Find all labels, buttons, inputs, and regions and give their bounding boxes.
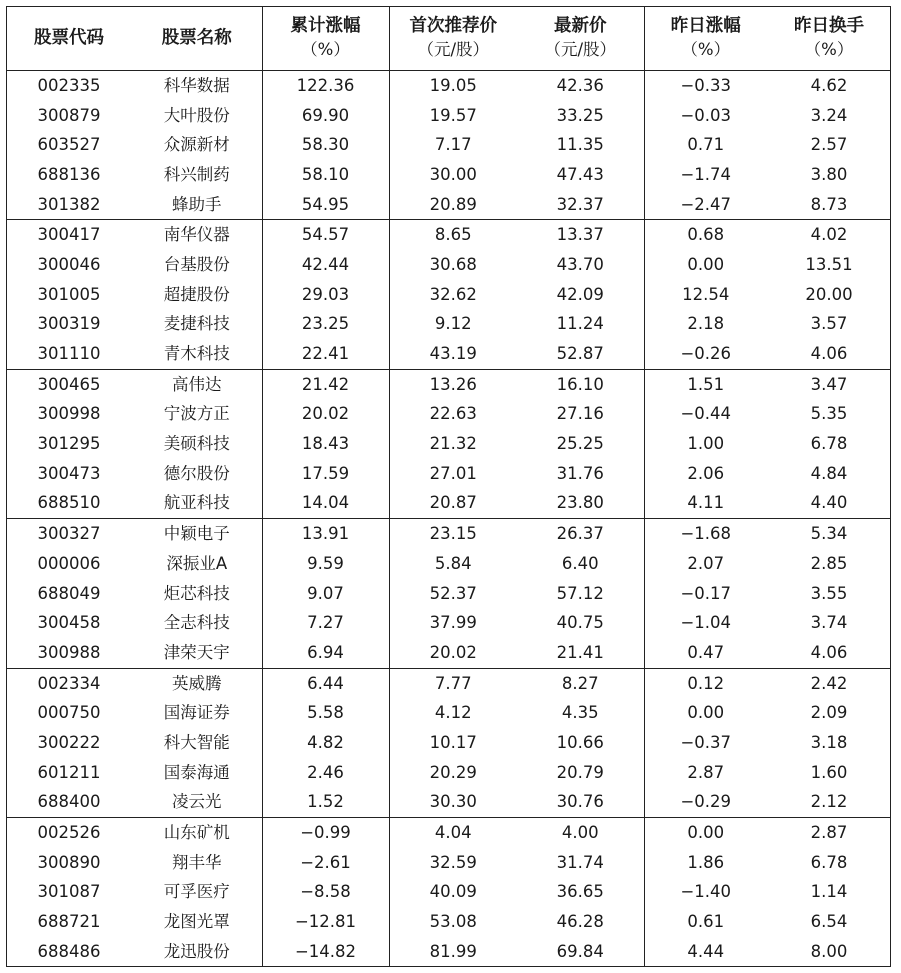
cell-stock-name: 宁波方正: [163, 404, 230, 424]
cell-stock-name: 津荣天宇: [132, 638, 262, 668]
cell-stock-code: 300988: [6, 638, 132, 668]
cell-cumulative-gain: 7.27: [262, 608, 389, 638]
cell-yesterday-turnover: 3.47: [810, 374, 848, 394]
table-row: [6, 818, 891, 848]
cell-cumulative-gain: 9.07: [262, 579, 389, 609]
cell-stock-code: 301295: [37, 434, 101, 454]
cell-yesterday-gain: 1.51: [644, 369, 767, 399]
cell-stock-name: 南华仪器: [163, 225, 230, 245]
cell-stock-code: 688049: [37, 583, 101, 603]
cell-cumulative-gain: 9.59: [262, 549, 389, 579]
cell-latest-price: 31.76: [556, 463, 604, 483]
cell-stock-code: 000006: [37, 553, 101, 573]
cell-yesterday-turnover: 2.85: [810, 553, 848, 573]
cell-yesterday-turnover: 6.54: [810, 912, 848, 932]
cell-first-recommend-price: 4.04: [389, 818, 517, 848]
table-row: [6, 728, 891, 758]
table-row: [6, 459, 891, 489]
table-row: [6, 608, 891, 638]
cell-stock-name: 中颖电子: [163, 524, 230, 544]
cell-stock-code: 300222: [37, 732, 101, 752]
header-yesterday-gain: [644, 6, 767, 71]
cell-first-recommend-price: 30.30: [389, 788, 517, 818]
header-title: 首次推荐价: [409, 16, 497, 36]
cell-first-recommend-price: 8.65: [389, 220, 517, 250]
table-row: [6, 698, 891, 728]
table-row: [6, 907, 891, 937]
table-row: [6, 758, 891, 788]
cell-yesterday-turnover: 4.06: [767, 339, 891, 369]
cell-stock-code: 300417: [37, 225, 101, 245]
cell-latest-price: 42.09: [556, 284, 604, 304]
cell-stock-name: 大叶股份: [163, 105, 230, 125]
table-row: [6, 489, 891, 519]
cell-cumulative-gain: 69.90: [262, 101, 389, 131]
cell-yesterday-gain: 0.00: [644, 818, 767, 848]
cell-first-recommend-price: 22.63: [389, 400, 517, 430]
cell-cumulative-gain: 22.41: [262, 339, 389, 369]
cell-first-recommend-price: 4.12: [389, 698, 517, 728]
table-row: [6, 190, 891, 220]
cell-first-recommend-price: 20.29: [389, 758, 517, 788]
cell-first-recommend-price: 9.12: [389, 310, 517, 340]
cell-yesterday-gain: 4.11: [644, 489, 767, 519]
cell-yesterday-turnover: 8.00: [810, 941, 848, 961]
cell-cumulative-gain: 6.44: [262, 668, 389, 698]
cell-stock-code: 688136: [37, 164, 101, 184]
cell-first-recommend-price: 43.19: [389, 339, 517, 369]
cell-stock-code: 300046: [37, 254, 101, 274]
cell-first-recommend-price: 21.32: [389, 429, 517, 459]
cell-first-recommend-price: 13.26: [389, 369, 517, 399]
cell-stock-name: 科大智能: [163, 732, 230, 752]
cell-latest-price: 32.37: [517, 190, 644, 220]
cell-yesterday-gain: 2.06: [644, 459, 767, 489]
cell-cumulative-gain: −8.58: [262, 878, 389, 908]
cell-latest-price: 8.27: [561, 673, 599, 693]
cell-stock-name: 深振业A: [166, 553, 228, 573]
cell-stock-name: 航亚科技: [132, 489, 262, 519]
cell-cumulative-gain: 1.52: [262, 788, 389, 818]
cell-yesterday-turnover: 4.84: [810, 463, 848, 483]
cell-yesterday-gain: −1.40: [644, 878, 767, 908]
cell-latest-price: 21.41: [517, 638, 644, 668]
cell-cumulative-gain: 14.04: [262, 489, 389, 519]
cell-yesterday-turnover: 1.60: [810, 762, 848, 782]
cell-stock-code: 002335: [37, 75, 101, 95]
cell-latest-price: 11.35: [556, 135, 604, 155]
cell-first-recommend-price: 37.99: [389, 608, 517, 638]
cell-yesterday-gain: 12.54: [644, 280, 767, 310]
cell-latest-price: 6.40: [561, 553, 599, 573]
cell-latest-price: 11.24: [556, 314, 604, 334]
header-title: 股票名称: [161, 28, 232, 48]
cell-cumulative-gain: 54.95: [262, 190, 389, 220]
cell-stock-code: 002526: [37, 823, 101, 843]
cell-yesterday-turnover: 3.80: [810, 164, 848, 184]
cell-first-recommend-price: 19.57: [389, 101, 517, 131]
header-latest-price: [517, 6, 644, 71]
cell-stock-code: 300465: [37, 374, 101, 394]
cell-latest-price: 4.35: [561, 703, 599, 723]
cell-yesterday-turnover: 5.34: [810, 524, 848, 544]
cell-latest-price: 47.43: [556, 164, 604, 184]
cell-yesterday-gain: −2.47: [644, 190, 767, 220]
cell-yesterday-gain: −0.26: [644, 339, 767, 369]
table-row: [6, 788, 891, 818]
cell-stock-name: 美硕科技: [163, 434, 230, 454]
table-row: [6, 429, 891, 459]
table-row: [6, 878, 891, 908]
cell-latest-price: 42.36: [556, 75, 604, 95]
cell-yesterday-gain: 0.12: [644, 668, 767, 698]
cell-yesterday-turnover: 6.78: [810, 852, 848, 872]
cell-latest-price: 36.65: [556, 882, 604, 902]
cell-yesterday-turnover: 1.14: [810, 882, 848, 902]
cell-cumulative-gain: −0.99: [262, 818, 389, 848]
table-row: [6, 369, 891, 399]
cell-latest-price: 13.37: [556, 225, 604, 245]
cell-stock-name: 全志科技: [163, 613, 230, 633]
table-row: [6, 220, 891, 250]
cell-cumulative-gain: 4.82: [262, 728, 389, 758]
cell-yesterday-turnover: 2.09: [810, 703, 848, 723]
cell-cumulative-gain: 13.91: [262, 519, 389, 549]
header-cumulative-gain: [262, 6, 389, 71]
cell-yesterday-gain: 0.00: [644, 698, 767, 728]
cell-latest-price: 40.75: [556, 613, 604, 633]
table-row: [6, 579, 891, 609]
stock-table-container: [6, 6, 891, 967]
cell-stock-code: 301382: [6, 190, 132, 220]
cell-yesterday-turnover: 2.57: [810, 135, 848, 155]
cell-stock-name: 龙迅股份: [163, 941, 230, 961]
cell-latest-price: 33.25: [556, 105, 604, 125]
cell-stock-code: 301087: [37, 882, 101, 902]
cell-yesterday-gain: 2.18: [644, 310, 767, 340]
cell-yesterday-gain: −0.29: [644, 788, 767, 818]
table-row: [6, 101, 891, 131]
cell-yesterday-gain: −1.74: [644, 160, 767, 190]
cell-yesterday-turnover: 2.12: [767, 788, 891, 818]
header-title: 最新价: [554, 16, 607, 36]
cell-yesterday-gain: 1.00: [644, 429, 767, 459]
cell-yesterday-gain: 4.44: [644, 937, 767, 967]
cell-first-recommend-price: 10.17: [389, 728, 517, 758]
cell-stock-name: 青木科技: [132, 339, 262, 369]
cell-stock-code: 603527: [37, 135, 101, 155]
cell-first-recommend-price: 20.02: [389, 638, 517, 668]
cell-cumulative-gain: 21.42: [262, 369, 389, 399]
cell-first-recommend-price: 20.87: [389, 489, 517, 519]
cell-yesterday-gain: −1.68: [644, 519, 767, 549]
cell-stock-code: 601211: [37, 762, 101, 782]
cell-stock-code: 300473: [37, 463, 101, 483]
cell-stock-name: 台基股份: [163, 254, 230, 274]
cell-first-recommend-price: 40.09: [389, 878, 517, 908]
cell-yesterday-turnover: 3.74: [810, 613, 848, 633]
cell-latest-price: 10.66: [556, 732, 604, 752]
table-row: [6, 160, 891, 190]
table-row: [6, 638, 891, 668]
cell-stock-code: 300319: [37, 314, 101, 334]
cell-latest-price: 16.10: [556, 374, 604, 394]
cell-latest-price: 69.84: [556, 941, 604, 961]
cell-first-recommend-price: 20.89: [389, 190, 517, 220]
cell-stock-name: 英威腾: [172, 673, 222, 693]
cell-stock-code: 300998: [37, 404, 101, 424]
cell-cumulative-gain: 58.10: [262, 160, 389, 190]
cell-latest-price: 4.00: [561, 823, 599, 843]
cell-yesterday-gain: 0.00: [644, 250, 767, 280]
cell-first-recommend-price: 5.84: [389, 549, 517, 579]
header-title: 昨日涨幅: [670, 16, 741, 36]
cell-latest-price: 25.25: [556, 434, 604, 454]
cell-yesterday-turnover: 4.62: [810, 75, 848, 95]
cell-yesterday-turnover: 4.02: [810, 225, 848, 245]
cell-yesterday-gain: −0.37: [644, 728, 767, 758]
header-title: 累计涨幅: [290, 16, 361, 36]
cell-stock-code: 301005: [37, 284, 101, 304]
cell-stock-name: 龙图光罩: [163, 912, 230, 932]
header-unit: （%）: [804, 40, 854, 59]
table-row: [6, 280, 891, 310]
cell-first-recommend-price: 53.08: [389, 907, 517, 937]
header-title: 股票代码: [34, 28, 104, 48]
cell-stock-name: 蜂助手: [132, 190, 262, 220]
cell-first-recommend-price: 52.37: [389, 579, 517, 609]
cell-yesterday-turnover: 2.42: [810, 673, 848, 693]
header-yesterday-turnover: [767, 6, 891, 71]
cell-cumulative-gain: −14.82: [262, 937, 389, 967]
cell-first-recommend-price: 32.59: [389, 848, 517, 878]
cell-stock-code: 000750: [37, 703, 101, 723]
cell-stock-code: 002334: [37, 673, 101, 693]
cell-latest-price: 30.76: [517, 788, 644, 818]
cell-latest-price: 31.74: [556, 852, 604, 872]
header-first-recommend-price: [389, 6, 517, 71]
cell-cumulative-gain: 122.36: [262, 71, 389, 101]
header-unit: （元/股）: [417, 40, 490, 59]
table-row: [6, 339, 891, 369]
header-unit: （%）: [301, 40, 350, 59]
table-row: [6, 250, 891, 280]
cell-yesterday-gain: −0.33: [644, 71, 767, 101]
cell-cumulative-gain: 18.43: [262, 429, 389, 459]
cell-yesterday-turnover: 3.18: [810, 732, 848, 752]
cell-yesterday-gain: 0.68: [644, 220, 767, 250]
header-stock-code: [6, 6, 132, 71]
header-unit: （元/股）: [544, 40, 617, 59]
cell-yesterday-gain: 2.07: [644, 549, 767, 579]
cell-cumulative-gain: 20.02: [262, 400, 389, 430]
cell-latest-price: 43.70: [556, 254, 604, 274]
cell-cumulative-gain: 54.57: [262, 220, 389, 250]
cell-yesterday-turnover: 13.51: [805, 254, 853, 274]
table-row: [6, 400, 891, 430]
table-row: [6, 71, 891, 101]
header-unit: （%）: [681, 40, 731, 59]
cell-cumulative-gain: 23.25: [262, 310, 389, 340]
cell-first-recommend-price: 81.99: [389, 937, 517, 967]
cell-stock-name: 翔丰华: [172, 852, 222, 872]
cell-stock-name: 科兴制药: [163, 164, 230, 184]
cell-yesterday-turnover: 6.78: [810, 434, 848, 454]
cell-yesterday-gain: 0.61: [644, 907, 767, 937]
cell-yesterday-turnover: 5.35: [810, 404, 848, 424]
cell-cumulative-gain: 5.58: [262, 698, 389, 728]
cell-yesterday-turnover: 3.24: [810, 105, 848, 125]
table-row: [6, 668, 891, 698]
cell-stock-name: 德尔股份: [163, 463, 230, 483]
cell-first-recommend-price: 32.62: [389, 280, 517, 310]
cell-first-recommend-price: 27.01: [389, 459, 517, 489]
cell-first-recommend-price: 7.77: [389, 668, 517, 698]
cell-stock-code: 688721: [37, 912, 101, 932]
cell-first-recommend-price: 30.68: [389, 250, 517, 280]
cell-stock-code: 688400: [6, 788, 132, 818]
cell-yesterday-gain: −0.17: [644, 579, 767, 609]
cell-stock-code: 300879: [37, 105, 101, 125]
cell-stock-name: 高伟达: [172, 374, 222, 394]
cell-stock-name: 麦捷科技: [163, 314, 230, 334]
cell-stock-code: 688510: [6, 489, 132, 519]
cell-latest-price: 52.87: [517, 339, 644, 369]
cell-stock-code: 688486: [37, 941, 101, 961]
cell-latest-price: 57.12: [556, 583, 604, 603]
cell-cumulative-gain: 42.44: [262, 250, 389, 280]
header-row: [6, 6, 891, 71]
cell-yesterday-turnover: 20.00: [805, 284, 853, 304]
cell-cumulative-gain: −12.81: [262, 907, 389, 937]
cell-latest-price: 23.80: [517, 489, 644, 519]
table-row: [6, 937, 891, 967]
cell-latest-price: 20.79: [556, 762, 604, 782]
cell-yesterday-turnover: 4.40: [767, 489, 891, 519]
cell-first-recommend-price: 7.17: [389, 130, 517, 160]
cell-yesterday-gain: −0.44: [644, 400, 767, 430]
cell-cumulative-gain: 29.03: [262, 280, 389, 310]
table-body: [6, 71, 891, 967]
cell-latest-price: 26.37: [556, 524, 604, 544]
cell-stock-code: 300890: [37, 852, 101, 872]
cell-stock-name: 山东矿机: [163, 823, 230, 843]
cell-first-recommend-price: 30.00: [389, 160, 517, 190]
cell-stock-name: 科华数据: [163, 75, 230, 95]
cell-yesterday-gain: −1.04: [644, 608, 767, 638]
cell-cumulative-gain: 2.46: [262, 758, 389, 788]
table-row: [6, 130, 891, 160]
cell-stock-name: 炬芯科技: [163, 583, 230, 603]
table-row: [6, 549, 891, 579]
cell-yesterday-gain: 2.87: [644, 758, 767, 788]
cell-latest-price: 27.16: [556, 404, 604, 424]
cell-stock-name: 众源新材: [163, 135, 230, 155]
cell-stock-name: 国海证券: [163, 703, 230, 723]
table-row: [6, 519, 891, 549]
cell-cumulative-gain: 58.30: [262, 130, 389, 160]
stock-recommendation-table: [6, 6, 891, 967]
cell-yesterday-gain: 0.71: [644, 130, 767, 160]
cell-stock-name: 超捷股份: [163, 284, 230, 304]
cell-yesterday-turnover: 3.57: [810, 314, 848, 334]
cell-yesterday-turnover: 3.55: [810, 583, 848, 603]
cell-latest-price: 46.28: [556, 912, 604, 932]
cell-stock-code: 300458: [37, 613, 101, 633]
cell-stock-name: 国泰海通: [163, 762, 230, 782]
cell-stock-name: 可孚医疗: [163, 882, 230, 902]
cell-cumulative-gain: 17.59: [262, 459, 389, 489]
cell-first-recommend-price: 23.15: [389, 519, 517, 549]
cell-yesterday-turnover: 2.87: [810, 823, 848, 843]
table-row: [6, 848, 891, 878]
cell-yesterday-gain: 1.86: [644, 848, 767, 878]
header-title: 昨日换手: [794, 16, 864, 36]
cell-yesterday-turnover: 4.06: [767, 638, 891, 668]
cell-stock-code: 301110: [6, 339, 132, 369]
cell-stock-code: 300327: [37, 524, 101, 544]
cell-cumulative-gain: 6.94: [262, 638, 389, 668]
cell-stock-name: 凌云光: [132, 788, 262, 818]
cell-yesterday-gain: 0.47: [644, 638, 767, 668]
header-stock-name: [132, 6, 262, 71]
table-row: [6, 310, 891, 340]
cell-first-recommend-price: 19.05: [389, 71, 517, 101]
cell-yesterday-turnover: 8.73: [767, 190, 891, 220]
cell-yesterday-gain: −0.03: [644, 101, 767, 131]
cell-cumulative-gain: −2.61: [262, 848, 389, 878]
